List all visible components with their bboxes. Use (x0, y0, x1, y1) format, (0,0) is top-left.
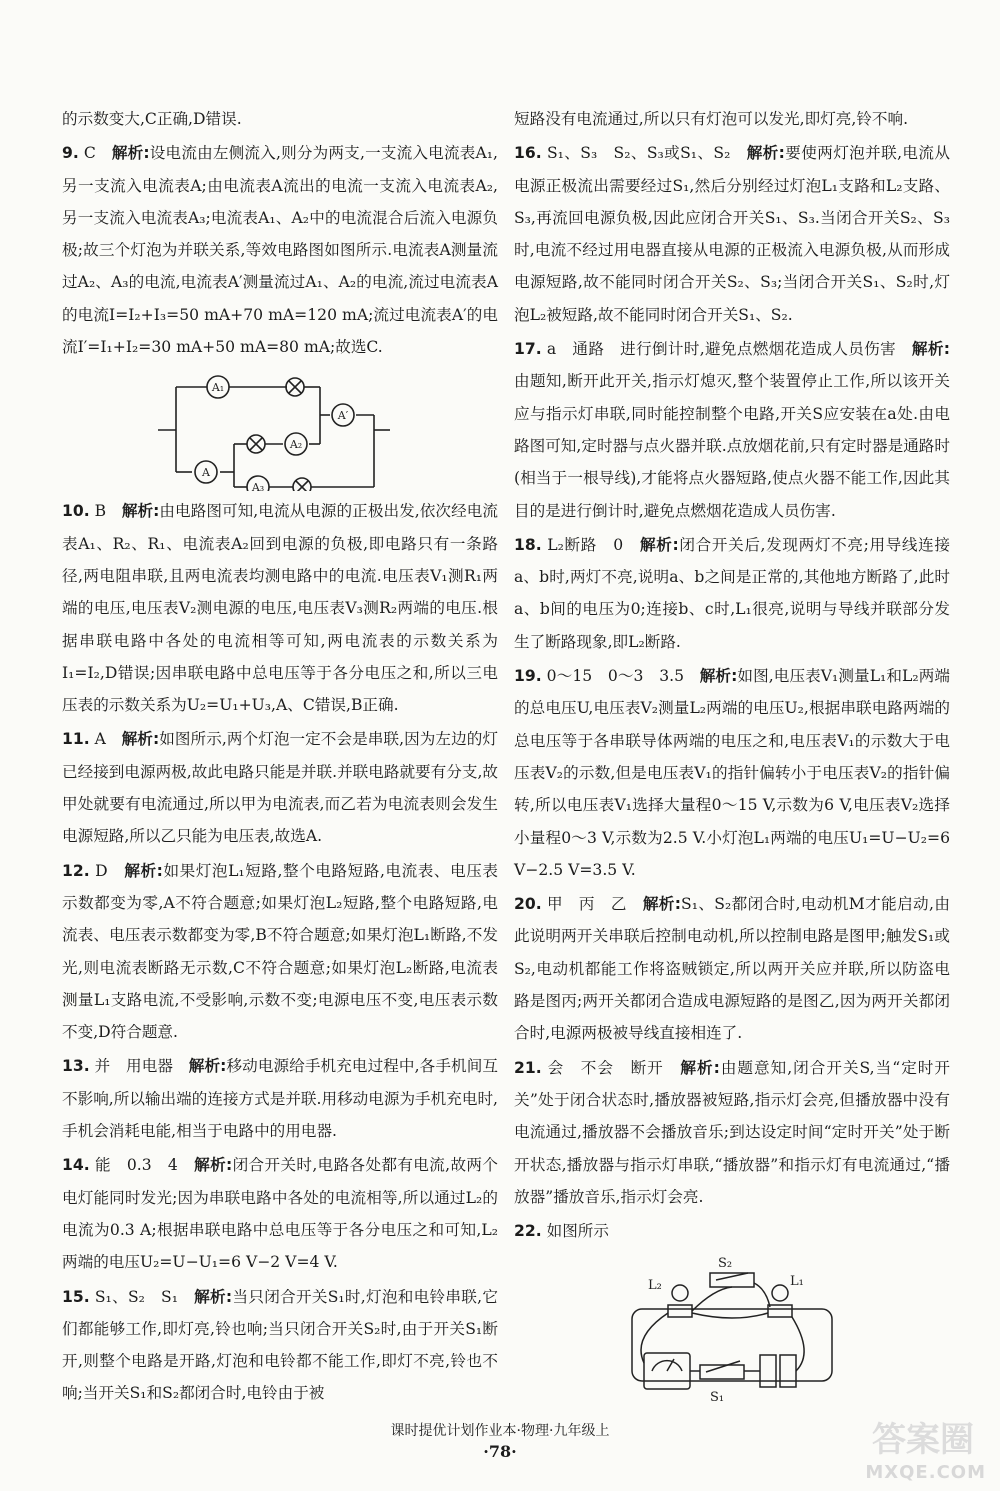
answer-item-20 (514, 888, 950, 1049)
answer-head: L₂断路 0 (547, 535, 624, 554)
answer-item-18 (514, 529, 950, 658)
ammeter-a1-label: A₁ (211, 381, 225, 395)
answer-number: 14. (62, 1156, 90, 1175)
answer-number: 22. (514, 1222, 542, 1241)
answer-text: 由电路图可知,电流从电源的正极出发,依次经电流表A₁、R₂、R₁、电流表A₂回到电源的负极,即电路只有一条路径,两电阻串联,且两电流表均测电路中的电流.电压表V₁测R₁两端的电压,电压表V₂测电源的电压,电压表V₃测R₂两端的电压.根据串联电路中各处的电流相等可知,两电流表的示数关系为I₁=I₂,D错误;因串联电路中总电压等于各分电压之和,所以三电压表的示数关系为U₂=U₁+U₃,A、C错误,B正确. (62, 502, 498, 715)
ammeter-aprime-label: A′ (337, 409, 349, 423)
analysis-label: 解析: (188, 1057, 227, 1076)
answer-number: 13. (62, 1057, 90, 1076)
analysis-label: 解析: (124, 861, 163, 880)
answer-number: 18. (514, 535, 542, 554)
answer-item-9 (62, 137, 498, 363)
ammeter-a-label: A (202, 466, 210, 480)
answer-text: 的示数变大,C正确,D错误. (62, 110, 242, 128)
book-title: 课时提优计划作业本·物理·九年级上 (390, 1423, 610, 1439)
analysis-label: 解析: (194, 1156, 233, 1175)
analysis-label: 解析: (121, 730, 160, 749)
answer-text: 设电流由左侧流入,则分为两支,一支流入电流表A₁,另一支流入电流表A;由电流表A流出的电流一支流入电流表A₂,另一支流入电流表A₃;电流表A₁、A₂中的电流混合后流入电源负极;故三个灯泡为并联关系,等效电路图如图所示.电流表A测量流过A₂、A₃的电流,电流表A′测量流过A₁、A₂的电流,流过电流表A的电流I=I₂+I₃=50 mA+70 mA=120 mA;流过电流表A′的电流I′=I₁+I₂=30 mA+50 mA=80 mA;故选C. (62, 144, 498, 357)
answer-item-19 (514, 660, 955, 886)
analysis-label: 解析: (699, 667, 738, 686)
answer-number: 11. (62, 730, 90, 749)
answer-head: 0～15 0～3 3.5 (546, 667, 685, 686)
analysis-label: 解析: (121, 502, 160, 521)
answer-text: S₁、S₂都闭合时,电动机M才能启动,由此说明两开关串联后控制电动机,所以控制电路是图甲;触发S₁或S₂,电动机都能工作将盗贼锁定,所以两开关应并联,所以防盗电路是图丙;两开关都闭合造成电源短路的是图乙,因为两开关都闭合时,电源两极被导线直接相连了. (514, 895, 950, 1043)
analysis-label: 解析: (640, 535, 679, 554)
answer-head: B (94, 502, 107, 521)
answer-item-12 (62, 855, 498, 1049)
answer-item (62, 103, 498, 135)
answer-text: 如果灯泡L₁短路,整个电路短路,电流表、电压表示数都变为零,A不符合题意;如果灯泡L₂短路,整个电路短路,电流表、电压表示数都变为零,B不符合题意;如果灯泡L₁断路,不发光,则电流表断路无示数,C不符合题意;如果灯泡L₂断路,电流表测量L₁支路电流,不受影响,示数不变;电源电压不变,电压表示数不变,D符合题意. (62, 861, 498, 1042)
lamp-l1-label: L₁ (790, 1274, 804, 1290)
answer-number: 20. (514, 895, 542, 914)
analysis-label: 解析: (746, 144, 785, 163)
answer-number: 15. (62, 1287, 90, 1306)
analysis-label: 解析: (680, 1058, 720, 1077)
answer-text: 闭合开关时,电路各处都有电流,故两个电灯能同时发光;因为串联电路中各处的电流相等,所以通过L₂的电流为0.3 A;根据串联电路中总电压等于各分电压之和可知,L₂两端的电压U₂=U−U₁=6 V−2 V=4 V. (62, 1156, 498, 1272)
switch-s2-label: S₂ (718, 1256, 733, 1272)
answer-number: 19. (514, 667, 542, 686)
answer-item-17 (514, 333, 950, 527)
answer-item-13 (62, 1050, 498, 1147)
left-column (62, 103, 498, 1412)
watermark-url: MXQE.COM (865, 1462, 986, 1483)
answer-text: 当只闭合开关S₁时,灯泡和电铃串联,它们都能够工作,即灯亮,铃也响;当只闭合开关S₂时,由于开关S₁断开,则整个电路是开路,灯泡和电铃都不能工作,即灯不亮,铃也不响;当开关S₁和S₂都闭合时,电铃由于被 (62, 1287, 498, 1403)
answer-head: A (94, 730, 106, 749)
answer-item-14 (62, 1149, 498, 1278)
answer-head: C (83, 144, 96, 163)
figure-22-wiring (514, 1253, 950, 1403)
answer-head: 能 0.3 4 (94, 1156, 178, 1175)
right-column (514, 103, 955, 1407)
answer-number: 9. (62, 144, 79, 163)
answer-item-21 (514, 1052, 950, 1213)
answer-item-15 (62, 1281, 498, 1410)
answer-text: 闭合开关后,发现两灯不亮;用导线连接a、b时,两灯不亮,说明a、b之间是正常的,其他地方断路了,此时a、b间的电压为0;连接b、c时,L₁很亮,说明与导线并联部分发生了断路现象,即L₂断路. (514, 535, 950, 651)
answer-item-10 (62, 495, 498, 721)
answer-text: 如图所示,两个灯泡一定不会是串联,因为左边的灯已经接到电源两极,故此电路只能是并联.并联电路就要有分支,故甲处就要有电流通过,所以甲为电流表,而乙若为电流表则会发生电源短路,所以乙只能为电压表,故选A. (62, 730, 498, 846)
answer-item (514, 103, 950, 135)
analysis-label: 解析: (111, 144, 150, 163)
answer-head: D (95, 861, 108, 880)
answer-number: 21. (514, 1058, 542, 1077)
answer-item-11 (62, 723, 498, 852)
analysis-label: 解析: (642, 895, 682, 914)
answer-text: 移动电源给手机充电过程中,各手机间互不影响,所以输出端的连接方式是并联.用移动电源为手机充电时,手机会消耗电能,相当于电路中的用电器. (62, 1057, 498, 1141)
answer-head: S₁、S₂ S₁ (94, 1287, 178, 1306)
watermark-logo: 答案圈 (872, 1420, 974, 1460)
page-footer (0, 1420, 1000, 1461)
answer-text: 要使两灯泡并联,电流从电源正极流出需要经过S₁,然后分别经过灯泡L₁支路和L₂支路、S₃,再流回电源负极,因此应闭合开关S₁、S₃.当闭合开关S₂、S₃时,电流不经过用电器直接从电源的正极流入电源负极,从而形成电源短路,故不能同时闭合开关S₂、S₃;当闭合开关S₁、S₂时,灯泡L₂被短路,故不能同时闭合开关S₁、S₂. (514, 144, 950, 324)
page-number: ·78· (483, 1442, 517, 1461)
answer-text: 如图,电压表V₁测量L₁和L₂两端的总电压U,电压表V₂测量L₂两端的电压U₂,根据串联电路两端的总电压等于各串联导体两端的电压之和,电压表V₁的示数大于电压表V₂的示数,但是电压表V₁的指针偏转小于电压表V₂的指针偏转,所以电压表V₁选择大量程0～15 V,示数为6 V,电压表V₂选择小量程0～3 V,示数为2.5 V.小灯泡L₁两端的电压U₁=U−U₂=6 V−2.5 V=3.5 V. (514, 667, 955, 879)
analysis-label: 解析: (911, 340, 950, 359)
answer-head: 会 不会 断开 (547, 1058, 664, 1077)
ammeter-a2-label: A₂ (289, 438, 303, 452)
lamp-l2-label: L₂ (648, 1278, 662, 1294)
switch-s1-label: S₁ (710, 1390, 725, 1404)
analysis-label: 解析: (194, 1287, 233, 1306)
answer-head: S₁、S₃ S₂、S₃或S₁、S₂ (546, 144, 731, 163)
answer-number: 10. (62, 502, 90, 521)
answer-head: a 通路 进行倒计时,避免点燃烟花造成人员伤害 (546, 340, 896, 359)
ammeter-a3-label: A₃ (251, 481, 265, 492)
answer-text: 由题意知,闭合开关S,当“定时开关”处于闭合状态时,播放器被短路,指示灯会亮,但播放器中没有电流通过,播放器不会播放音乐;到达设定时间“定时开关”处于断开状态,播放器与指示灯串联,“播放器”和指示灯有电流通过,“播放器”播放音乐,指示灯会亮. (514, 1058, 950, 1206)
answer-text: 短路没有电流通过,所以只有灯泡可以发光,即灯亮,铃不响. (514, 110, 909, 128)
figure-9-circuit (62, 369, 498, 491)
answer-number: 16. (514, 144, 542, 163)
answer-head: 甲 丙 乙 (546, 895, 627, 914)
answer-text: 如图所示 (546, 1222, 609, 1241)
answer-number: 12. (62, 861, 90, 880)
answer-head: 并 用电器 (94, 1057, 174, 1076)
answer-text: 由题知,断开此开关,指示灯熄灭,整个装置停止工作,所以该开关应与指示灯串联,同时能控制整个电路,开关S应安装在a处.由电路图可知,定时器与点火器并联.点放烟花前,只有定时器是通路时(相当于一根导线),才能将点火器短路,使点火器不能工作,因此其目的是进行倒计时,避免点燃烟花造成人员伤害. (514, 372, 950, 520)
answer-number: 17. (514, 340, 542, 359)
answer-item-22 (514, 1215, 950, 1247)
answer-item-16 (514, 137, 950, 331)
